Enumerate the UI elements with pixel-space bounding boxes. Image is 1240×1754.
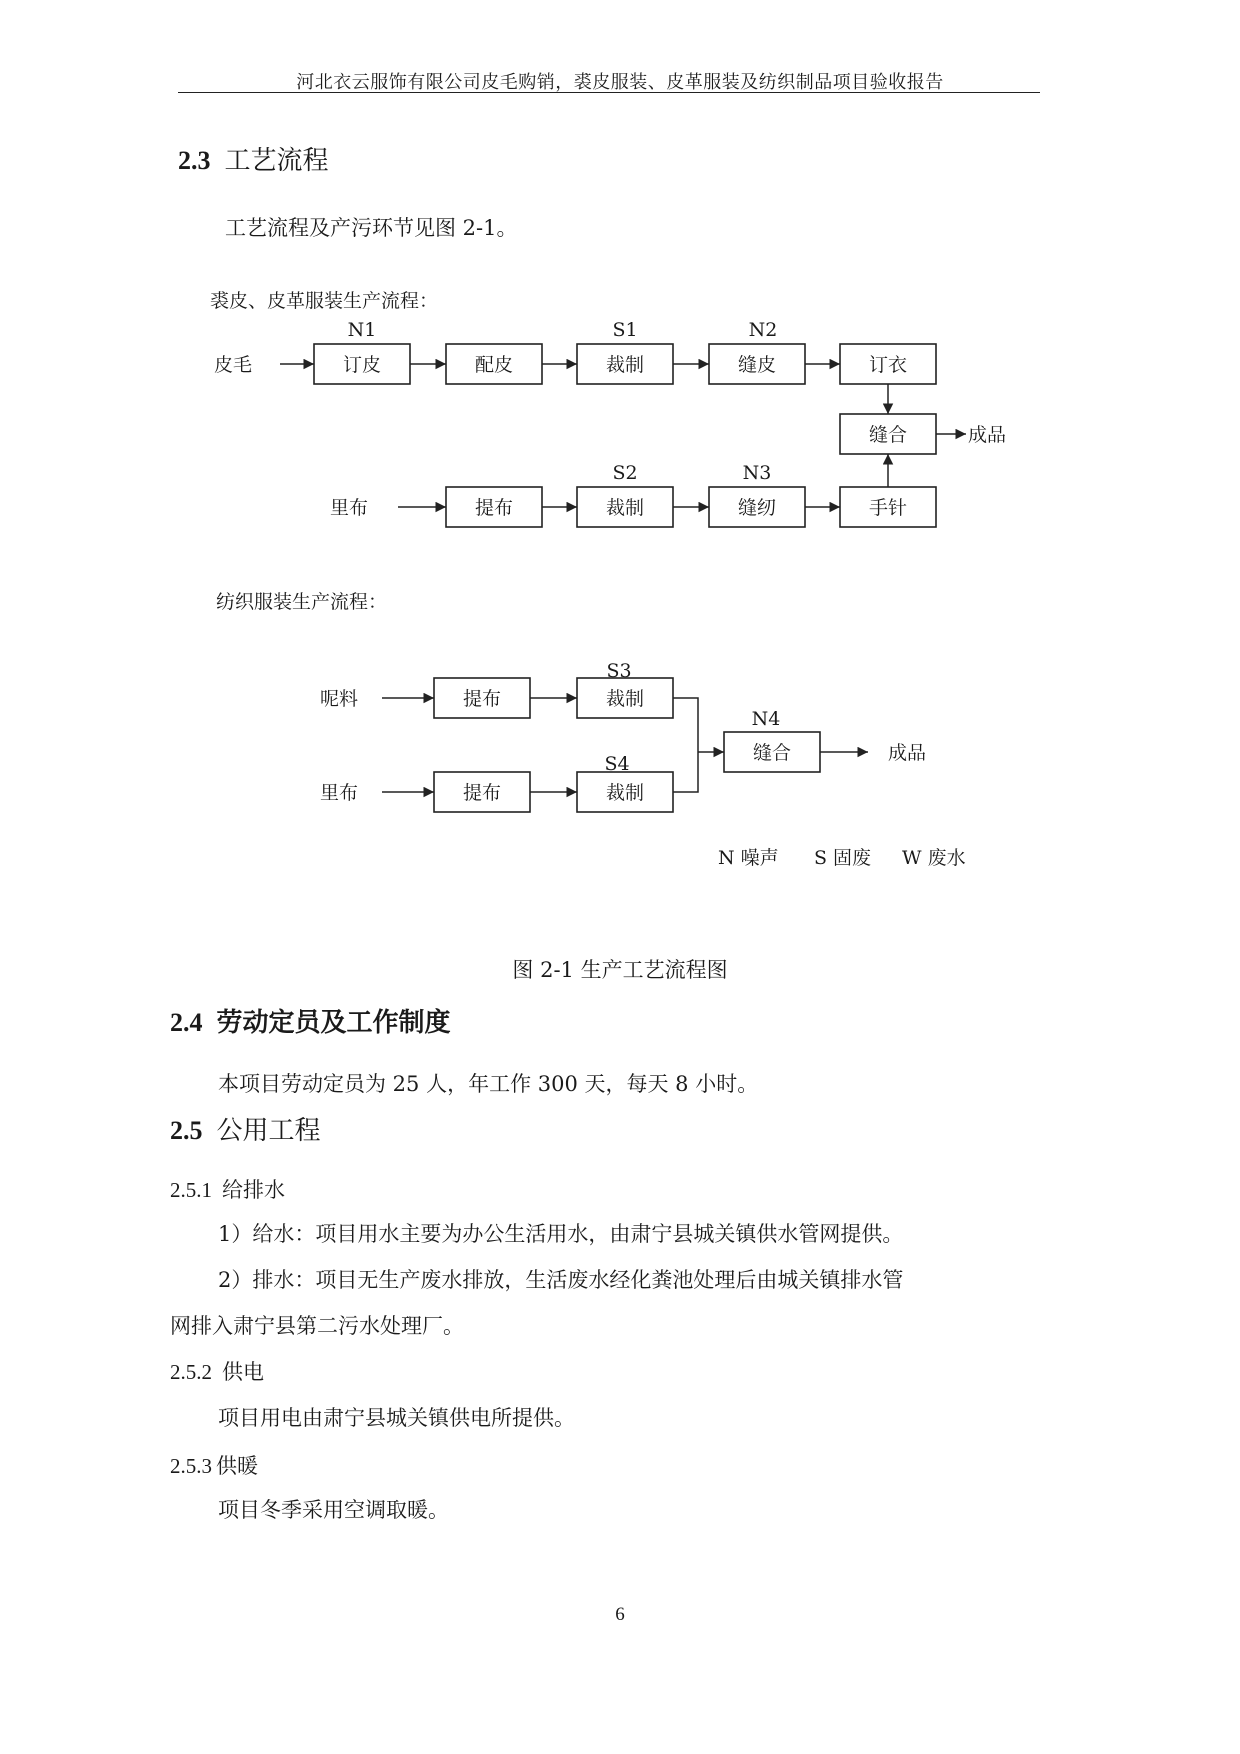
label-feng-he-1: 缝合 [868, 424, 908, 446]
section-title: 工艺流程 [224, 146, 329, 176]
section-number: 2.5 [170, 1116, 203, 1145]
page-number: 6 [615, 1604, 625, 1625]
label-ding-pi: 订皮 [342, 354, 382, 376]
diagram2-input-libu: 里布 [320, 782, 359, 804]
tag-n3: N3 [742, 462, 772, 484]
subsection-title: 供电 [222, 1360, 264, 1384]
legend-solid-waste: S 固废 [814, 847, 872, 869]
page-header: 河北衣云服饰有限公司皮毛购销，裘皮服装、皮革服装及纺织制品项目验收报告 [296, 72, 944, 93]
diagram2-title: 纺织服装生产流程： [216, 591, 388, 613]
diagram2-input-niliao: 呢料 [320, 688, 359, 710]
section-2-4-heading [170, 1002, 451, 1039]
label-ti-bu-3: 提布 [462, 782, 502, 804]
tag-s1: S1 [612, 319, 638, 341]
section-number: 2.4 [170, 1008, 203, 1037]
label-chengpin-1: 成品 [968, 424, 1007, 446]
drainage-text-line2: 网排入肃宁县第二污水处理厂。 [170, 1314, 464, 1338]
label-cai-zhi-1: 裁制 [605, 354, 645, 376]
subsection-2-5-2-heading [170, 1356, 264, 1386]
label-shou-zhen: 手针 [868, 497, 908, 519]
subsection-number: 2.5.2 [170, 1360, 212, 1384]
tag-s2: S2 [612, 462, 638, 484]
section-title: 公用工程 [216, 1116, 321, 1146]
legend-noise: N 噪声 [718, 847, 779, 869]
label-cai-zhi-4: 裁制 [605, 782, 645, 804]
section-2-4-body: 本项目劳动定员为 25 人，年工作 300 天，每天 8 小时。 [218, 1072, 759, 1096]
label-ti-bu-1: 提布 [474, 497, 514, 519]
tag-n2: N2 [748, 319, 778, 341]
subsection-title: 供暖 [216, 1454, 258, 1478]
drainage-text-line1: 2）排水：项目无生产废水排放，生活废水经化粪池处理后由城关镇排水管 [218, 1268, 904, 1292]
tag-n4: N4 [751, 708, 781, 730]
label-feng-pi: 缝皮 [737, 354, 777, 376]
section-2-3-intro: 工艺流程及产污环节见图 2-1。 [225, 216, 518, 240]
section-2-5-heading [170, 1110, 321, 1147]
diagram1-input-libu: 里布 [330, 497, 369, 519]
label-ding-yi: 订衣 [868, 354, 908, 376]
power-supply-text: 项目用电由肃宁县城关镇供电所提供。 [218, 1406, 575, 1430]
label-feng-he-2: 缝合 [752, 742, 792, 764]
subsection-2-5-3-heading [170, 1450, 258, 1480]
heating-text: 项目冬季采用空调取暖。 [218, 1498, 449, 1522]
tag-s3: S3 [606, 660, 632, 682]
subsection-number: 2.5.1 [170, 1178, 212, 1202]
subsection-title: 给排水 [222, 1178, 285, 1202]
legend-wastewater: W 废水 [902, 847, 966, 869]
section-number: 2.3 [178, 146, 211, 175]
label-chengpin-2: 成品 [888, 742, 927, 764]
subsection-2-5-1-heading [170, 1174, 285, 1204]
water-supply-text: 1）给水：项目用水主要为办公生活用水，由肃宁县城关镇供水管网提供。 [218, 1222, 904, 1246]
section-title: 劳动定员及工作制度 [216, 1008, 451, 1038]
label-cai-zhi-2: 裁制 [605, 497, 645, 519]
tag-n1: N1 [347, 319, 377, 341]
figure-caption: 图 2-1 生产工艺流程图 [512, 958, 728, 982]
subsection-number: 2.5.3 [170, 1454, 212, 1478]
diagram1-input-pimao: 皮毛 [214, 354, 253, 376]
label-cai-zhi-3: 裁制 [605, 688, 645, 710]
tag-s4: S4 [604, 753, 630, 775]
label-feng-ren: 缝纫 [737, 497, 777, 519]
label-ti-bu-2: 提布 [462, 688, 502, 710]
diagram1-title: 裘皮、皮革服装生产流程： [210, 290, 439, 312]
label-pei-pi: 配皮 [474, 354, 514, 376]
